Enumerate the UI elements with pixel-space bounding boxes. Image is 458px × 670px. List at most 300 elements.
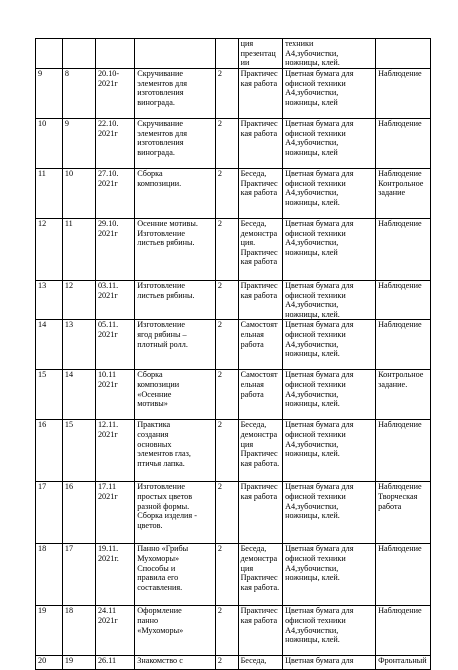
topic-cell-line: Сборка (137, 169, 163, 178)
table-row (36, 482, 431, 544)
topic-cell-line: винограда. (137, 147, 175, 157)
date-cell (95, 656, 134, 670)
topic-cell-line: создания (137, 429, 169, 439)
hours-cell-line: 2 (217, 544, 222, 554)
date-cell (95, 281, 134, 320)
control-form-cell (376, 544, 431, 606)
date-cell-line: 17.11 (97, 482, 117, 492)
topic-cell (135, 39, 216, 69)
topic-cell-line: винограда. (137, 97, 175, 107)
lesson-number-cell-line: 10 (38, 119, 47, 128)
lesson-form-cell-line: Беседа, (240, 169, 267, 178)
table-row (36, 69, 431, 119)
control-form-cell (376, 606, 431, 656)
control-form-cell-line: задание. (378, 379, 408, 389)
date-cell-line: 05.11. (97, 320, 119, 330)
hours-cell-line: 2 (217, 420, 222, 430)
materials-cell-line: техники (285, 39, 314, 48)
topic-cell-line: листьев рябины. (137, 290, 195, 300)
control-form-cell-line: Наблюдение (378, 219, 422, 228)
control-form-cell-line: Наблюдение (378, 544, 422, 554)
hours-cell (215, 169, 238, 219)
lesson-number-cell-line: 9 (38, 69, 43, 78)
lesson-number-cell-line: 18 (38, 544, 47, 554)
materials-cell (283, 482, 376, 544)
date-cell (95, 420, 134, 482)
materials-cell-line: А4,зубочистки, (285, 563, 339, 573)
topic-cell-line: ягод рябины – (137, 329, 187, 339)
control-form-cell (376, 119, 431, 169)
hours-cell-line: 2 (217, 169, 222, 178)
topic-number-cell-line: 17 (64, 544, 74, 554)
topic-cell-line: Изготовление (137, 281, 185, 290)
date-cell-line: 26.11 (97, 656, 117, 666)
date-cell-line: 10.11 (97, 370, 117, 380)
materials-cell-line: ножницы, клей. (285, 511, 340, 521)
materials-cell-line: А4,зубочистки, (285, 48, 339, 58)
hours-cell-line: 2 (217, 69, 222, 78)
control-form-cell-line: Наблюдение (378, 119, 422, 128)
materials-cell-line: Цветная бумага для (285, 169, 354, 178)
date-cell-line: 29.10. (97, 219, 119, 228)
lesson-form-cell-line: Беседа, (240, 219, 267, 228)
materials-cell (283, 169, 376, 219)
date-cell (95, 606, 134, 656)
materials-cell-line: ножницы, клей. (285, 635, 340, 645)
date-cell-line: 2021г (97, 491, 118, 501)
topic-cell (135, 544, 216, 606)
lesson-form-cell-line: кая работа (240, 615, 278, 625)
materials-cell-line: ножницы, клей. (285, 197, 340, 207)
lesson-form-cell-line: демонстра (240, 228, 278, 238)
lesson-number-cell (36, 656, 63, 670)
lesson-number-cell-line: 20 (38, 656, 47, 666)
date-cell-line: 2021г (97, 290, 118, 300)
materials-cell (283, 544, 376, 606)
materials-cell (283, 39, 376, 69)
materials-cell-line: Цветная бумага для (285, 420, 354, 430)
lesson-form-cell-line: Практичес (240, 449, 278, 459)
table-row (36, 39, 431, 69)
date-cell (95, 169, 134, 219)
lesson-number-cell (36, 169, 63, 219)
control-form-cell-line: Наблюдение (378, 420, 422, 430)
table-body (36, 39, 431, 670)
topic-cell-line: Знакомство с (137, 656, 183, 666)
materials-cell-line: А4,зубочистки, (285, 138, 339, 148)
topic-cell-line: панно (137, 615, 159, 625)
lesson-form-cell (238, 370, 282, 420)
materials-cell-line: ножницы, клей. (285, 449, 340, 459)
topic-cell (135, 482, 216, 544)
lesson-form-cell-line: Практичес (240, 119, 278, 128)
lesson-form-cell-line: Самостоят (240, 370, 278, 380)
lesson-form-cell-line: работа (240, 389, 264, 399)
lesson-form-cell-line: кая работа (240, 78, 278, 88)
topic-cell-line: Изготовление (137, 320, 185, 330)
materials-cell-line: офисной техники (285, 78, 346, 88)
control-form-cell (376, 219, 431, 281)
topic-cell-line: Скручивание (137, 119, 184, 128)
topic-cell-line: Сборка (137, 370, 163, 380)
materials-cell (283, 370, 376, 420)
lesson-form-cell-line: ция (240, 39, 254, 48)
materials-cell-line: ножницы, клей (285, 97, 338, 107)
date-cell (95, 482, 134, 544)
date-cell-line: 24.11 (97, 606, 117, 616)
materials-cell-line: Цветная бумага для (285, 219, 354, 228)
lesson-form-cell-line: кая работа. (240, 458, 280, 468)
topic-number-cell (62, 544, 95, 606)
topic-number-cell (62, 39, 95, 69)
control-form-cell (376, 39, 431, 69)
materials-cell-line: Цветная бумага для (285, 606, 354, 616)
lesson-form-cell (238, 281, 282, 320)
materials-cell-line: А4,зубочистки, (285, 88, 339, 98)
topic-cell-line: Изготовление (137, 228, 185, 238)
date-cell-line: 19.11. (97, 544, 119, 554)
lesson-number-cell-line: 16 (38, 420, 47, 430)
lesson-form-cell (238, 69, 282, 119)
date-cell (95, 39, 134, 69)
lesson-number-cell (36, 69, 63, 119)
topic-cell (135, 656, 216, 670)
lesson-form-cell-line: кая работа (240, 128, 278, 138)
date-cell-line: 20.10- (97, 69, 120, 78)
topic-cell (135, 69, 216, 119)
lesson-form-cell-line: ция (240, 563, 254, 573)
lesson-number-cell (36, 420, 63, 482)
topic-number-cell-line: 9 (64, 119, 69, 128)
topic-cell-line: Сборка изделия - (137, 511, 197, 521)
lesson-form-cell-line: ии (240, 58, 250, 68)
lesson-form-cell (238, 39, 282, 69)
control-form-cell-line: Наблюдение (378, 281, 422, 290)
materials-cell (283, 320, 376, 370)
topic-number-cell-line: 16 (64, 482, 74, 492)
hours-cell (215, 39, 238, 69)
table-row (36, 320, 431, 370)
hours-cell (215, 370, 238, 420)
lesson-number-cell-line: 13 (38, 281, 47, 290)
topic-cell-line: элементов для (137, 78, 188, 88)
lesson-form-cell-line: Практичес (240, 573, 278, 583)
hours-cell-line: 2 (217, 482, 222, 492)
topic-cell-line: композиции (137, 379, 180, 389)
lesson-form-cell-line: ция (240, 439, 254, 449)
topic-cell-line: простых цветов (137, 491, 193, 501)
topic-cell-line: Практика (137, 420, 171, 430)
topic-number-cell (62, 420, 95, 482)
materials-cell-line: Цветная бумага для (285, 482, 354, 492)
table-row (36, 219, 431, 281)
lesson-form-cell-line: кая работа. (240, 582, 280, 592)
lesson-form-cell (238, 119, 282, 169)
control-form-cell-line: задание (378, 188, 406, 198)
hours-cell-line: 2 (217, 219, 222, 228)
lesson-form-cell-line: Практичес (240, 69, 278, 78)
date-cell-line: 2021г (97, 429, 118, 439)
control-form-cell (376, 69, 431, 119)
control-form-cell (376, 370, 431, 420)
table-row (36, 544, 431, 606)
topic-cell-line: Скручивание (137, 69, 184, 78)
topic-cell-line: составления. (137, 582, 183, 592)
topic-cell-line: Мухоморы» (137, 553, 180, 563)
lesson-form-cell-line: Практичес (240, 606, 278, 616)
lesson-form-cell-line: демонстра (240, 429, 278, 439)
date-cell-line: 2021г (97, 78, 118, 88)
topic-cell-line: Способы и (137, 563, 176, 573)
table-row (36, 420, 431, 482)
materials-cell-line: А4,зубочистки, (285, 300, 339, 310)
hours-cell (215, 219, 238, 281)
date-cell-line: 03.11. (97, 281, 119, 290)
materials-cell-line: Цветная бумага для (285, 281, 354, 290)
topic-number-cell (62, 606, 95, 656)
date-cell-line: 2021г (97, 178, 118, 188)
materials-cell-line: А4,зубочистки, (285, 439, 339, 449)
lesson-number-cell-line: 17 (38, 482, 47, 492)
topic-cell (135, 281, 216, 320)
materials-cell-line: ножницы, клей. (285, 573, 340, 583)
materials-cell-line: А4,зубочистки, (285, 238, 339, 248)
lesson-number-cell (36, 482, 63, 544)
date-cell-line: 2021г (97, 329, 118, 339)
hours-cell (215, 420, 238, 482)
materials-cell-line: офисной техники (285, 128, 346, 138)
topic-number-cell-line: 13 (64, 320, 74, 330)
lesson-form-cell (238, 219, 282, 281)
materials-cell-line: А4,зубочистки, (285, 188, 339, 198)
hours-cell (215, 119, 238, 169)
materials-cell (283, 219, 376, 281)
lesson-number-cell (36, 219, 63, 281)
hours-cell (215, 320, 238, 370)
topic-cell-line: изготовления (137, 88, 184, 98)
topic-cell-line: «Мухоморы» (137, 625, 184, 635)
control-form-cell-line: Наблюдение (378, 169, 422, 178)
topic-number-cell-line: 12 (64, 281, 74, 290)
lesson-form-cell (238, 656, 282, 670)
lesson-form-cell-line: ельная (240, 329, 264, 339)
materials-cell (283, 606, 376, 656)
table-row (36, 169, 431, 219)
topic-number-cell (62, 281, 95, 320)
topic-cell-line: изготовления (137, 138, 184, 148)
date-cell-line: 27.10. (97, 169, 119, 178)
lesson-number-cell-line: 19 (38, 606, 47, 616)
materials-cell-line: Цветная бумага для (285, 119, 354, 128)
lesson-form-cell-line: Практичес (240, 247, 278, 257)
lesson-form-cell-line: Самостоят (240, 320, 278, 330)
lesson-form-cell-line: демонстра (240, 553, 278, 563)
lesson-form-cell-line: кая работа (240, 188, 278, 198)
topic-cell-line: Оформление (137, 606, 182, 616)
lesson-number-cell-line: 14 (38, 320, 47, 330)
lesson-form-cell (238, 169, 282, 219)
lesson-form-cell-line: Беседа, (240, 656, 267, 666)
control-form-cell (376, 169, 431, 219)
date-cell-line: 2021г. (97, 553, 119, 563)
table-row (36, 119, 431, 169)
materials-cell-line: Цветная бумага для (285, 656, 354, 666)
materials-cell-line: ножницы, клей. (285, 309, 340, 319)
materials-cell-line: ножницы, клей. (285, 349, 340, 359)
topic-cell-line: элементов для (137, 128, 188, 138)
topic-cell-line: «Осенние (137, 389, 172, 399)
topic-cell (135, 119, 216, 169)
topic-number-cell (62, 119, 95, 169)
lesson-number-cell (36, 370, 63, 420)
lesson-number-cell (36, 281, 63, 320)
lesson-form-cell-line: работа (240, 339, 264, 349)
topic-number-cell (62, 69, 95, 119)
lesson-number-cell (36, 320, 63, 370)
materials-cell-line: офисной техники (285, 329, 346, 339)
materials-cell-line: офисной техники (285, 290, 346, 300)
materials-cell-line: А4,зубочистки, (285, 625, 339, 635)
topic-cell-line: Изготовление (137, 482, 185, 492)
topic-number-cell (62, 320, 95, 370)
date-cell (95, 69, 134, 119)
control-form-cell (376, 320, 431, 370)
materials-cell-line: Цветная бумага для (285, 320, 354, 330)
lesson-form-cell-line: кая работа (240, 491, 278, 501)
lesson-form-cell-line: кая работа (240, 290, 278, 300)
topic-cell (135, 219, 216, 281)
materials-cell (283, 420, 376, 482)
lesson-form-cell-line: презентац (240, 48, 276, 58)
materials-cell-line: офисной техники (285, 178, 346, 188)
lesson-form-cell-line: ельная (240, 379, 264, 389)
materials-cell-line: офисной техники (285, 379, 346, 389)
lesson-form-cell-line: Практичес (240, 178, 278, 188)
date-cell-line: 22.10. (97, 119, 119, 128)
materials-cell (283, 281, 376, 320)
lesson-form-cell (238, 482, 282, 544)
materials-cell-line: ножницы, клей. (285, 58, 340, 68)
topic-cell-line: плотный ролл. (137, 339, 188, 349)
control-form-cell-line: Наблюдение (378, 320, 422, 330)
date-cell (95, 320, 134, 370)
topic-number-cell (62, 219, 95, 281)
table-row (36, 370, 431, 420)
topic-number-cell (62, 482, 95, 544)
hours-cell-line: 2 (217, 320, 222, 330)
materials-cell-line: А4,зубочистки, (285, 339, 339, 349)
lesson-plan-table (35, 38, 431, 670)
date-cell-line: 2021г (97, 379, 118, 389)
lesson-number-cell (36, 119, 63, 169)
hours-cell-line: 2 (217, 119, 222, 128)
hours-cell (215, 69, 238, 119)
topic-cell (135, 320, 216, 370)
hours-cell (215, 656, 238, 670)
date-cell-line: 2021г (97, 615, 118, 625)
control-form-cell-line: работа (378, 501, 402, 511)
topic-cell-line: основных (137, 439, 172, 449)
materials-cell-line: ножницы, клей (285, 147, 338, 157)
materials-cell-line: ножницы, клей. (285, 399, 340, 409)
hours-cell-line: 2 (217, 370, 222, 380)
control-form-cell-line: Творческая (378, 491, 418, 501)
date-cell (95, 544, 134, 606)
table-row (36, 656, 431, 670)
lesson-form-cell-line: Беседа, (240, 420, 267, 430)
date-cell (95, 119, 134, 169)
topic-number-cell-line: 15 (64, 420, 74, 430)
materials-cell (283, 69, 376, 119)
table-row (36, 281, 431, 320)
materials-cell-line: Цветная бумага для (285, 370, 354, 380)
topic-number-cell-line: 10 (64, 169, 74, 178)
topic-number-cell (62, 169, 95, 219)
lesson-form-cell-line: Беседа, (240, 544, 267, 554)
control-form-cell (376, 482, 431, 544)
date-cell (95, 219, 134, 281)
topic-cell-line: листьев рябины. (137, 238, 195, 248)
lesson-form-cell-line: Практичес (240, 482, 278, 492)
materials-cell (283, 656, 376, 670)
control-form-cell-line: Наблюдение (378, 606, 422, 616)
hours-cell-line: 2 (217, 281, 222, 290)
topic-cell-line: птичья лапка. (137, 458, 185, 468)
lesson-number-cell-line: 15 (38, 370, 47, 380)
lesson-form-cell (238, 420, 282, 482)
topic-cell (135, 420, 216, 482)
lesson-form-cell (238, 544, 282, 606)
date-cell (95, 370, 134, 420)
hours-cell (215, 482, 238, 544)
control-form-cell (376, 281, 431, 320)
lesson-number-cell (36, 606, 63, 656)
materials-cell-line: офисной техники (285, 491, 346, 501)
date-cell-line: 2021г (97, 128, 118, 138)
topic-cell-line: цветов. (137, 520, 163, 530)
control-form-cell-line: Фронтальный (378, 656, 427, 666)
lesson-form-cell-line: ция. (240, 238, 256, 248)
hours-cell (215, 281, 238, 320)
materials-cell-line: Цветная бумага для (285, 69, 354, 78)
topic-cell-line: Панно «Грибы (137, 544, 189, 554)
topic-number-cell-line: 18 (64, 606, 74, 616)
materials-cell-line: офисной техники (285, 615, 346, 625)
topic-number-cell-line: 19 (64, 656, 74, 666)
control-form-cell (376, 656, 431, 670)
materials-cell-line: офисной техники (285, 553, 346, 563)
materials-cell-line: офисной техники (285, 429, 346, 439)
topic-number-cell-line: 8 (64, 69, 69, 78)
materials-cell-line: А4,зубочистки, (285, 389, 339, 399)
lesson-number-cell-line: 12 (38, 219, 47, 228)
hours-cell-line: 2 (217, 656, 222, 666)
lesson-number-cell-line: 11 (38, 169, 46, 178)
materials-cell (283, 119, 376, 169)
hours-cell (215, 544, 238, 606)
materials-cell-line: офисной техники (285, 228, 346, 238)
table-row (36, 606, 431, 656)
date-cell-line: 12.11. (97, 420, 119, 430)
lesson-form-cell (238, 606, 282, 656)
lesson-form-cell (238, 320, 282, 370)
materials-cell-line: А4,зубочистки, (285, 501, 339, 511)
topic-cell-line: композиции. (137, 178, 182, 188)
materials-cell-line: Цветная бумага для (285, 544, 354, 554)
topic-number-cell (62, 656, 95, 670)
lesson-number-cell (36, 544, 63, 606)
topic-cell (135, 370, 216, 420)
